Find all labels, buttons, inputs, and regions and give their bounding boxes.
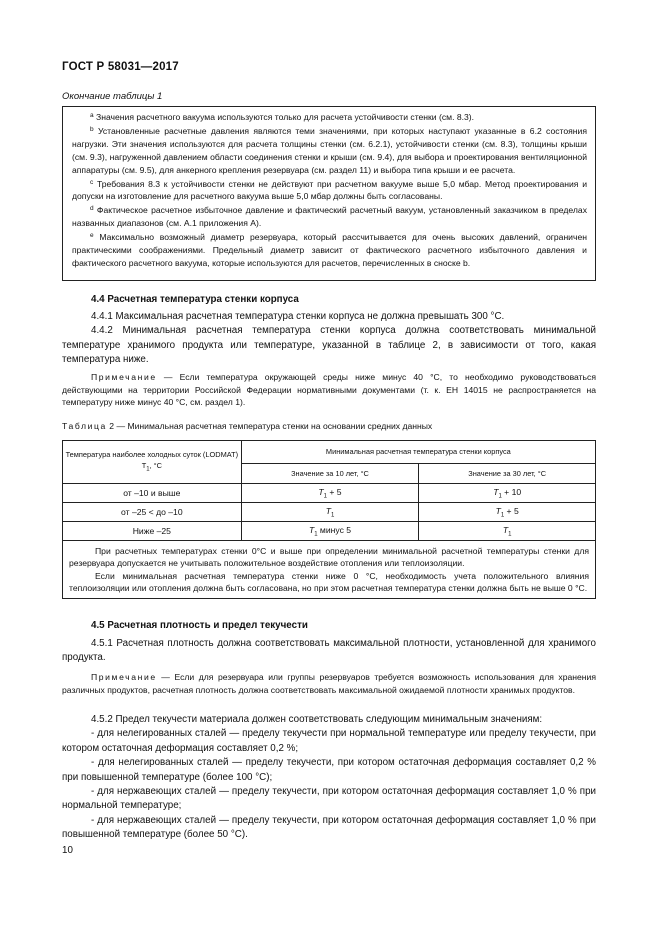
section-4-4-body <box>62 310 596 368</box>
table-cell <box>419 522 596 541</box>
subscript: 1 <box>330 512 335 519</box>
table2-header-30y: Значение за 30 лет, °С <box>419 463 596 483</box>
footnote-text: Требования 8.3 к устойчивости стенки не действуют при расчетном вакууме выше 5,0 мбар. Метод проектирования и допуски на изготовление для расчетного вакуума выше 5,0 мбар должны быть согласованы. <box>72 178 587 202</box>
section-4-5-title: 4.5 Расчетная плотность и предел текучести <box>91 620 308 631</box>
footnote-b <box>72 124 587 177</box>
table2-header-group: Минимальная расчетная температура стенки корпуса <box>241 441 595 464</box>
table-cell <box>419 484 596 503</box>
subscript: 1 <box>508 531 512 538</box>
table-cell: от –25 < до –10 <box>63 503 242 522</box>
paragraph-4-5-1: 4.5.1 Расчетная плотность должна соответствовать максимальной плотности, установленной для хранимого продукта. <box>62 638 596 664</box>
section-4-5-note <box>62 671 596 696</box>
table2-note-cell <box>63 541 596 599</box>
cell-var: T <box>493 486 499 497</box>
paragraph-4-5-2: 4.5.2 Предел текучести материала должен соответствовать следующим минимальным значениям: <box>91 714 543 725</box>
table2-header-lodmat <box>63 441 242 484</box>
table-row <box>63 522 596 541</box>
table-cell <box>241 484 419 503</box>
cell-var: T <box>502 524 509 535</box>
section-4-4-title: 4.4 Расчетная температура стенки корпуса <box>91 294 299 305</box>
footnote-d <box>72 203 587 230</box>
note-text: — Если для резервуара или группы резервуаров требуется возможность использования для хранения различных продуктов, расчетная плотность должна соответствовать максимальной ожидаемой плотности хранимых продуктов. <box>62 672 596 695</box>
table-cell <box>241 503 419 522</box>
table2-caption <box>62 421 432 431</box>
cell-suffix: + 5 <box>504 505 519 516</box>
table-row <box>63 484 596 503</box>
table-note-row <box>63 541 596 599</box>
paragraph-4-4-2: 4.4.2 Минимальная расчетная температура стенки корпуса должна соответствовать минимальной температуре хранимого продукта или температуре, указанной в таблице 2, в зависимости от того, какая температура ниже. <box>62 325 596 366</box>
table2-notes <box>63 541 595 598</box>
table-continuation-label: Окончание таблицы 1 <box>62 91 163 102</box>
footnote-c <box>72 177 587 204</box>
footnote-text: Установленные расчетные давления являются теми значениями, при которых наступают указанные в 6.2 состояния нагрузки. Эти значения используются для расчета толщины стенки (см. 6.2.1), устойчивости стенки (см. 8.3), толщины крыши (см. 9.3), нагруженной давлением области соединения стенки и крыши (см. 9.4), для выбора и проектирования вентиляционной аппаратуры (см. 9.5), для анкерного крепления резервуара (см. раздел 11) и выбора типа крыши и ее расчета. <box>72 125 587 175</box>
table-cell <box>419 503 596 522</box>
subscript: 1 <box>500 512 505 519</box>
subscript: 1 <box>323 493 327 500</box>
subscript: 1 <box>314 531 318 538</box>
table2-note-2: Если минимальная расчетная температура стенки ниже 0 °С, необходимость учета положительного влияния теплоизоляции или отопления должна быть согласована, но при этом расчетная температура стенки должна быть не выше 0 °С. <box>69 570 589 594</box>
document-header: ГОСТ Р 58031—2017 <box>62 61 179 73</box>
list-item: - для нелегированных сталей — пределу текучести при нормальной температуре или пределу текучести, при котором остаточная деформация составляет 0,2 %; <box>62 728 596 754</box>
header-text: Температура наиболее холодных суток (LODMAT) T <box>65 449 239 470</box>
subscript: 1 <box>146 466 150 473</box>
list-item: - для нелегированных сталей — пределу текучести, при котором остаточная деформация составляет 0,2 % при повышенной температуре (более 100 °С); <box>62 757 596 783</box>
note-text: — Если температура окружающей среды ниже минус 40 °С, то необходимо руководствоваться действующими на территории Российской Федерации нормативными документами (т. к. ЕН 14015 не распространяется на температуру ниже минус 40 °С, см. раздел 1). <box>62 372 596 408</box>
cell-suffix: минус 5 <box>317 524 352 535</box>
paragraph-4-4-1: 4.4.1 Максимальная расчетная температура стенки корпуса не должна превышать 300 °С. <box>91 311 505 322</box>
header-unit: , °С <box>149 460 162 470</box>
footnote-a <box>72 110 587 124</box>
section-4-5-body-2 <box>62 713 596 843</box>
footnote-mark: c <box>90 178 94 186</box>
table-row <box>63 503 596 522</box>
footnote-mark: a <box>90 112 94 119</box>
cell-var: T <box>318 486 324 497</box>
section-4-5-body-1 <box>62 637 596 666</box>
table2-note-1: При расчетных температурах стенки 0°С и выше при определении минимальной расчетной температуры стенки для резервуара допускается не учитывать положительное воздействие отопления или теплоизоляции. <box>69 546 589 569</box>
table-cell: от –10 и выше <box>63 484 242 503</box>
footnote-mark: e <box>90 232 94 240</box>
table-cell <box>241 522 419 541</box>
note-label: Примечание <box>91 672 157 682</box>
cell-var: T <box>308 524 315 535</box>
subscript: 1 <box>498 493 502 500</box>
footnote-text: Значения расчетного вакуума используются только для расчета устойчивости стенки (см. 8.3). <box>96 112 475 122</box>
cell-suffix: + 10 <box>501 486 522 497</box>
footnote-mark: b <box>90 125 94 133</box>
cell-var: T <box>495 505 501 516</box>
page-number: 10 <box>62 845 73 856</box>
cell-var: T <box>325 505 331 516</box>
table-caption-text: 2 — Минимальная расчетная температура стенки на основании средних данных <box>106 421 433 431</box>
table2 <box>62 440 596 599</box>
footnotes <box>63 107 595 270</box>
footnote-text: Фактическое расчетное избыточное давление и фактический расчетный вакуум, установленный заказчиком в пределах названных диапазонов (см. А.1 приложения А). <box>72 205 587 229</box>
table-label: Таблица <box>62 421 107 431</box>
cell-suffix: + 5 <box>327 486 342 497</box>
section-4-4-note <box>62 371 596 409</box>
footnote-mark: d <box>90 205 94 213</box>
footnote-e <box>72 230 587 270</box>
note-label: Примечание <box>91 372 157 382</box>
list-item: - для нержавеющих сталей — пределу текучести, при котором остаточная деформация составляет 1,0 % при повышенной температуре (более 50 °С). <box>62 814 596 841</box>
table2-header-10y: Значение за 10 лет, °С <box>241 463 419 483</box>
footnote-text: Максимально возможный диаметр резервуара, который рассчитывается для очень высоких давлений, ограничен практическими соображениями. Предельный диаметр зависит от фактического расчетного избыточного давления и фактического расчетного вакуума, которые используются для расчетов, перечисленных в сноске b. <box>72 232 587 268</box>
table-cell: Ниже –25 <box>63 522 242 541</box>
table1-footnotes-box <box>62 106 596 281</box>
list-item: - для нержавеющих сталей — пределу текучести, при котором остаточная деформация составляет 1,0 % при нормальной температуре; <box>62 786 596 812</box>
